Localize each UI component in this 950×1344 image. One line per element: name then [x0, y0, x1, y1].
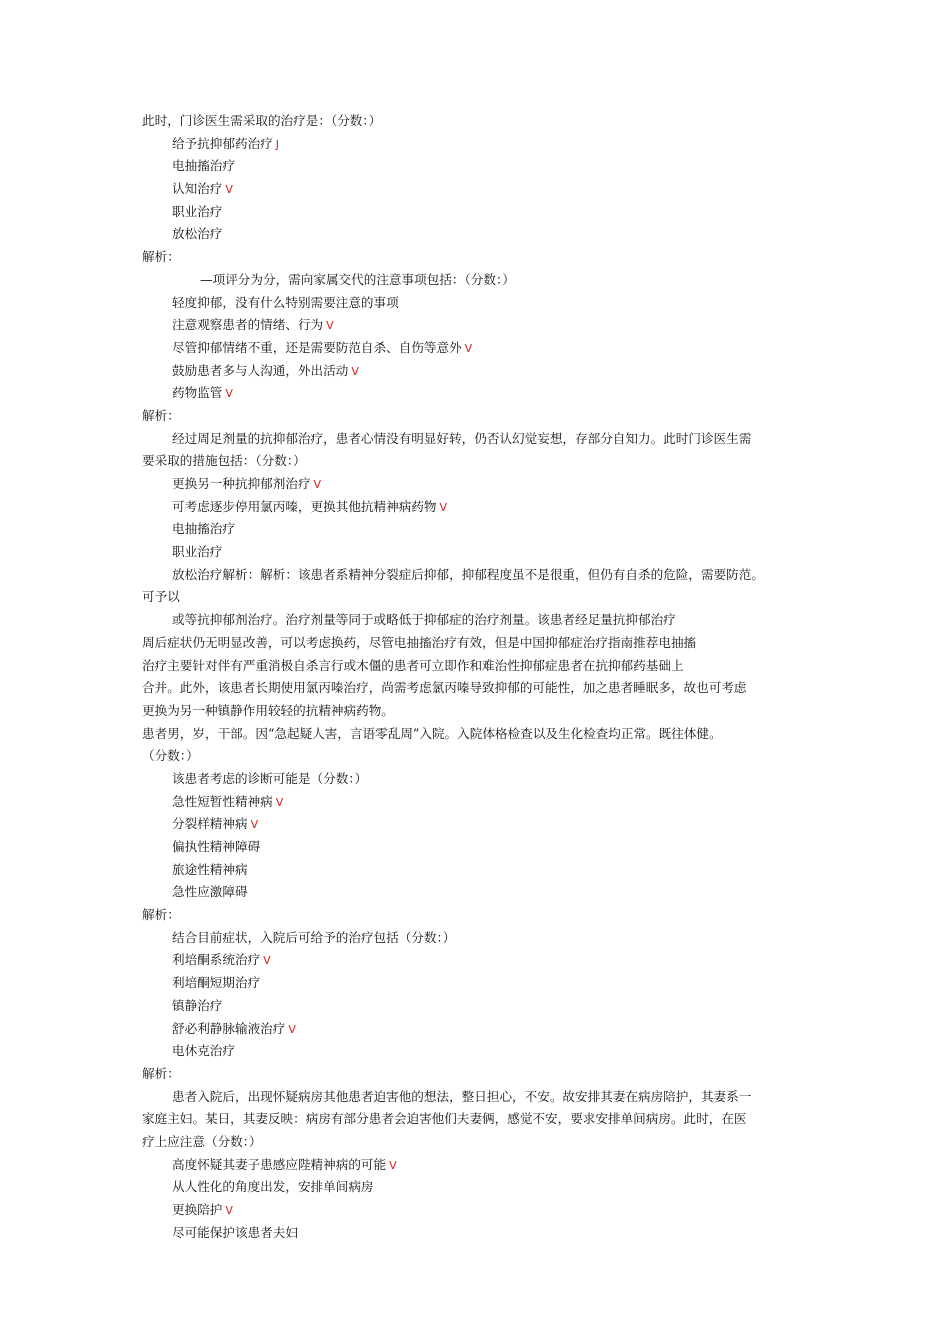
text-line	[142, 836, 822, 859]
text-line	[142, 473, 822, 496]
answer-mark: V	[389, 1158, 397, 1172]
answer-mark: V	[439, 500, 447, 514]
line-text: 从人性化的角度出发，安排单间病房	[172, 1179, 374, 1195]
text-line	[142, 1086, 822, 1109]
line-text: 利培酮短期治疗	[172, 975, 261, 991]
text-line	[142, 133, 822, 156]
text-line	[142, 314, 822, 337]
line-text: （分数：）	[142, 748, 199, 764]
line-text: 职业治疗	[172, 544, 223, 560]
text-line	[142, 178, 822, 201]
text-line	[142, 791, 822, 814]
line-text: 偏执性精神障碍	[172, 839, 261, 854]
text-line	[142, 927, 822, 950]
answer-mark: V	[326, 319, 334, 333]
text-line	[142, 995, 822, 1018]
line-text: 该患者考虑的诊断可能是（分数：）	[172, 770, 368, 786]
text-line	[142, 1222, 822, 1245]
line-text: 认知治疗	[172, 181, 223, 197]
line-text: 更换陪护	[172, 1202, 223, 1217]
answer-mark: V	[225, 183, 233, 197]
text-line	[142, 586, 822, 609]
line-text: 患者男，岁，干部。因“急起疑人害，言语零乱周”入院。入院体格检查以及生化检查均正常。既往体健。	[142, 725, 722, 741]
line-text: 电休克治疗	[172, 1043, 235, 1059]
line-text: 治疗主要针对伴有严重消极自杀言行或木僵的患者可立即作和难治性抑郁症患者在抗抑郁药基础上	[142, 657, 684, 673]
text-line	[142, 1199, 822, 1222]
line-text: 给予抗抑郁药治疗	[172, 135, 273, 151]
text-line	[142, 700, 822, 723]
text-line	[142, 1154, 822, 1177]
line-text: 可予以	[142, 589, 180, 605]
line-text: 注意观察患者的情绪、行为	[172, 317, 324, 333]
line-text: 电抽搐治疗	[172, 521, 235, 537]
text-line	[142, 609, 822, 632]
line-text: 家庭主妇。某日，其妻反映：病房有部分患者会迫害他们夫妻俩，感觉不安，要求安排单间病房。此时，在医	[142, 1111, 747, 1127]
answer-mark: V	[225, 387, 233, 401]
line-text: 轻度抑郁，没有什么特别需要注意的事项	[172, 294, 399, 310]
text-line	[142, 949, 822, 972]
text-line	[142, 904, 822, 927]
text-line	[142, 405, 822, 428]
line-text: 鼓励患者多与人沟通，外出活动	[172, 362, 349, 378]
line-text: 或等抗抑郁剂治疗。治疗剂量等同于或略低于抑郁症的治疗剂量。该患者经足量抗抑郁治疗	[172, 612, 676, 628]
text-line	[142, 632, 822, 655]
answer-mark: V	[275, 795, 284, 809]
text-line	[142, 337, 822, 360]
line-text: 更换为另一种镇静作用较轻的抗精神病药物。	[142, 702, 394, 718]
line-text: 分裂样精神病	[172, 816, 248, 832]
line-text: 解析：	[142, 407, 180, 423]
line-text: 利培酮系统治疗	[172, 952, 261, 968]
line-text: 解析：	[142, 907, 180, 923]
answer-mark: V	[263, 954, 271, 968]
line-text: 合并。此外，该患者长期使用氯丙嗪治疗，尚需考虑氯丙嗪导致抑郁的可能性，加之患者睡眠多，故也可考虑	[142, 680, 747, 696]
line-text: 药物监管	[172, 385, 223, 401]
answer-mark: V	[351, 364, 359, 378]
text-line	[142, 1108, 822, 1131]
line-text: 旅途性精神病	[172, 861, 248, 877]
answer-mark: V	[225, 1204, 233, 1217]
line-text: 更换另一种抗抑郁剂治疗	[172, 476, 311, 491]
text-line	[142, 428, 822, 451]
text-line	[142, 859, 822, 882]
line-text: 放松治疗	[172, 226, 223, 242]
line-text: 可考虑逐步停用氯丙嗪，更换其他抗精神病药物	[172, 498, 437, 514]
line-text: 结合目前症状，入院后可给予的治疗包括（分数：）	[172, 929, 456, 945]
text-line	[142, 496, 822, 519]
text-line	[142, 655, 822, 678]
line-text: 高度怀疑其妻子患感应陛精神病的可能	[172, 1156, 387, 1172]
line-text: 患者入院后，出现怀疑病房其他患者迫害他的想法，整日担心，不安。故安排其妻在病房陪护，其妻系一	[172, 1088, 752, 1104]
answer-mark: V	[313, 478, 322, 491]
line-text: 解析：	[142, 249, 180, 265]
line-text: 解析：	[142, 1065, 180, 1081]
text-line	[142, 1018, 822, 1041]
text-line	[142, 677, 822, 700]
answer-mark: J	[275, 137, 279, 151]
line-text: —项评分为分，需向家属交代的注意事项包括：（分数：）	[200, 271, 515, 287]
line-text: 急性短暂性精神病	[172, 793, 273, 809]
line-text: 尽可能保护该患者夫妇	[172, 1224, 298, 1240]
text-line	[142, 1131, 822, 1154]
line-text: 放松治疗解析：解析：该患者系精神分裂症后抑郁，抑郁程度虽不是很重，但仍有自杀的危险，需要防范。	[172, 566, 764, 582]
text-line	[142, 972, 822, 995]
answer-mark: V	[288, 1022, 296, 1036]
line-text: 此时，门诊医生需采取的治疗是：（分数：）	[142, 113, 382, 128]
text-line	[142, 292, 822, 315]
text-line	[142, 110, 822, 133]
text-line	[142, 813, 822, 836]
line-text: 职业治疗	[172, 203, 223, 219]
line-text: 要采取的措施包括：（分数：）	[142, 453, 306, 469]
text-line	[142, 745, 822, 768]
text-line	[142, 518, 822, 541]
text-line	[142, 269, 822, 292]
text-line	[142, 382, 822, 405]
text-line	[142, 155, 822, 178]
answer-mark: V	[464, 341, 473, 355]
line-text: 疗上应注意（分数：）	[142, 1133, 262, 1149]
text-line	[142, 360, 822, 383]
line-text: 急性应激障碍	[172, 884, 248, 900]
line-text: 镇静治疗	[172, 997, 223, 1013]
text-line	[142, 541, 822, 564]
text-line	[142, 768, 822, 791]
line-text: 经过周足剂量的抗抑郁治疗，患者心情没有明显好转，仍否认幻觉妄想，存部分自知力。此时门诊医生需	[172, 430, 752, 446]
text-line	[142, 246, 822, 269]
text-line	[142, 223, 822, 246]
line-text: 舒必利静脉输液治疗	[172, 1020, 286, 1036]
text-line	[142, 723, 822, 746]
text-line	[142, 564, 822, 587]
text-line	[142, 1040, 822, 1063]
answer-mark: V	[250, 818, 259, 832]
text-line	[142, 1063, 822, 1086]
document-page	[142, 110, 822, 1244]
text-line	[142, 1176, 822, 1199]
line-text: 电抽搐治疗	[172, 158, 235, 174]
line-text: 周后症状仍无明显改善，可以考虑换药，尽管电抽搐治疗有效，但是中国抑郁症治疗指南推荐电抽搐	[142, 634, 697, 650]
text-line	[142, 450, 822, 473]
line-text: 尽管抑郁情绪不重，还是需要防范自杀、自伤等意外	[172, 339, 462, 355]
text-line	[142, 201, 822, 224]
text-line	[142, 881, 822, 904]
